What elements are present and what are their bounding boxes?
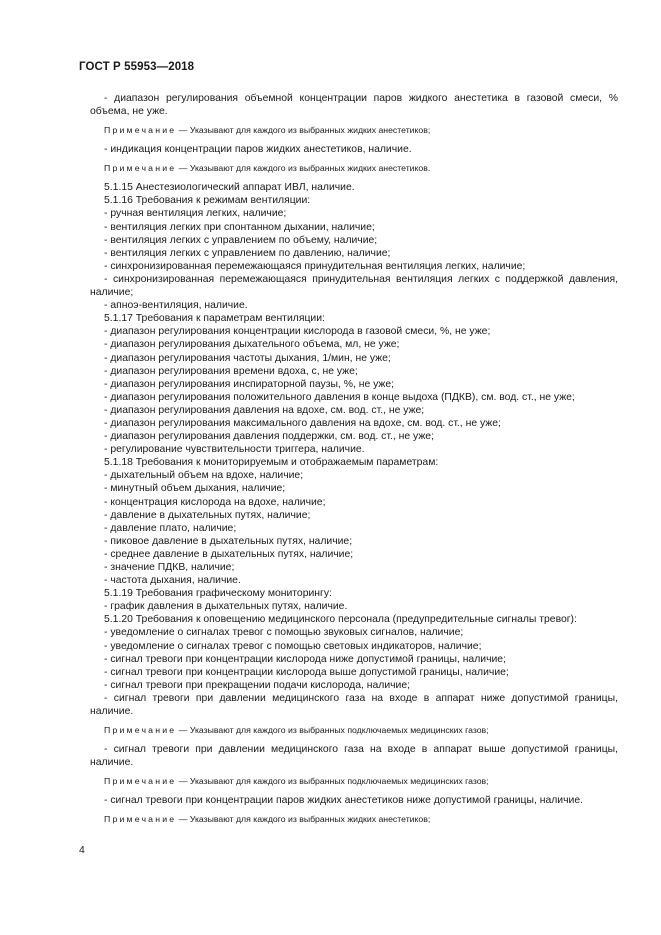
paragraph: - индикация концентрации паров жидких анестетиков, наличие. xyxy=(104,144,412,156)
paragraph: - вентиляция легких с управлением по объему, наличие; xyxy=(104,234,378,246)
paragraph: - диапазон регулирования концентрации кислорода в газовой смеси, %, не уже; xyxy=(104,326,491,338)
note-label: Примечание xyxy=(104,776,177,787)
paragraph: - диапазон регулирования инспираторной паузы, %, не уже; xyxy=(104,378,395,390)
paragraph: - сигнал тревоги при давлении медицинского газа на входе в аппарат ниже допустимой границы, наличие. xyxy=(90,692,618,718)
paragraph: - уведомление о сигналах тревог с помощью световых индикаторов, наличие; xyxy=(104,640,482,652)
paragraph: - диапазон регулирования положительного давления в конце выдоха (ПДКВ), см. вод. ст., не уже; xyxy=(104,391,575,403)
paragraph: - ручная вентиляция легких, наличие; xyxy=(104,208,287,220)
paragraph: - сигнал тревоги при концентрации кислорода ниже допустимой границы, наличие; xyxy=(104,653,506,665)
note xyxy=(90,813,618,825)
paragraph: - график давления в дыхательных путях, наличие. xyxy=(104,601,348,613)
paragraph: 5.1.18 Требования к мониторируемым и отображаемым параметрам: xyxy=(104,457,439,469)
note-dash: — xyxy=(176,725,190,736)
paragraph: - диапазон регулирования давления на вдохе, см. вод. ст., не уже; xyxy=(104,404,425,416)
paragraph: - диапазон регулирования давления поддержки, см. вод. ст., не уже; xyxy=(104,431,434,443)
paragraph: - вентиляция легких с управлением по давлению, наличие; xyxy=(104,247,391,259)
paragraph: - давление в дыхательных путях, наличие; xyxy=(104,509,311,521)
paragraph: 5.1.17 Требования к параметрам вентиляции: xyxy=(104,313,325,325)
note xyxy=(90,124,618,136)
note-text: Указывают для каждого из выбранных жидких анестетиков; xyxy=(189,125,431,136)
paragraph: - регулирование чувствительности триггера, наличие. xyxy=(104,444,365,456)
paragraph: - значение ПДКВ, наличие; xyxy=(104,562,235,573)
paragraph: - сигнал тревоги при концентрации паров жидких анестетиков ниже допустимой границы, наличие. xyxy=(104,795,583,807)
paragraph: - уведомление о сигналах тревог с помощью звуковых сигналов, наличие; xyxy=(104,627,464,639)
paragraph: - давление плато, наличие; xyxy=(104,522,237,534)
paragraph: - сигнал тревоги при прекращении подачи кислорода, наличие; xyxy=(104,679,411,691)
paragraph: - синхронизированная перемежающаяся принудительная вентиляция легких, наличие; xyxy=(104,260,526,272)
note-text: Указывают для каждого из выбранных жидких анестетиков; xyxy=(189,814,431,825)
paragraph: - концентрация кислорода на вдохе, наличие; xyxy=(104,496,326,508)
note xyxy=(90,162,618,174)
paragraph: 5.1.20 Требования к оповещению медицинского персонала (предупредительные сигналы тревог): xyxy=(104,614,577,626)
paragraph: - диапазон регулирования дыхательного объема, мл, не уже; xyxy=(104,339,400,351)
document-header: ГОСТ Р 55953—2018 xyxy=(79,61,195,73)
paragraph: - апноэ-вентиляция, наличие. xyxy=(104,300,248,312)
note-text: Указывают для каждого из выбранных подключаемых медицинских газов; xyxy=(189,776,489,787)
paragraph: 5.1.15 Анестезиологический аппарат ИВЛ, наличие. xyxy=(104,182,355,194)
paragraph: 5.1.16 Требования к режимам вентиляции: xyxy=(104,195,311,207)
paragraph: - диапазон регулирования частоты дыхания, 1/мин, не уже; xyxy=(104,352,391,364)
note-label: Примечание xyxy=(104,725,177,736)
note-dash: — xyxy=(176,125,190,136)
paragraph: - пиковое давление в дыхательных путях, наличие; xyxy=(104,535,353,547)
paragraph: - диапазон регулирования объемной концентрации паров жидкого анестетика в газовой смеси, % объема, не уже. xyxy=(90,93,618,118)
paragraph: - диапазон регулирования максимального давления на вдохе, см. вод. ст., не уже; xyxy=(104,417,501,429)
paragraph: - синхронизированная перемежающаяся принудительная вентиляция легких с поддержкой давления, наличие; xyxy=(90,273,618,299)
page-number: 4 xyxy=(79,845,85,856)
note-text: Указывают для каждого из выбранных подключаемых медицинских газов; xyxy=(189,725,489,736)
paragraph: - среднее давление в дыхательных путях, наличие; xyxy=(104,548,354,560)
note-dash: — xyxy=(176,163,190,174)
document-body xyxy=(90,92,618,832)
note-label: Примечание xyxy=(104,163,177,174)
note-dash: — xyxy=(176,814,190,825)
paragraph: - сигнал тревоги при концентрации кислорода выше допустимой границы, наличие; xyxy=(104,666,509,678)
paragraph: - диапазон регулирования времени вдоха, с, не уже; xyxy=(104,365,358,377)
paragraph: - минутный объем дыхания, наличие; xyxy=(104,483,286,495)
note-label: Примечание xyxy=(104,125,177,136)
paragraph: - сигнал тревоги при давлении медицинского газа на входе в аппарат выше допустимой границы, наличие. xyxy=(90,744,618,769)
note-dash: — xyxy=(176,776,190,787)
paragraph: - дыхательный объем на вдохе, наличие; xyxy=(104,470,304,482)
note xyxy=(90,775,618,787)
note xyxy=(90,724,618,736)
note-text: Указывают для каждого из выбранных жидких анестетиков. xyxy=(189,163,431,174)
note-label: Примечание xyxy=(104,814,177,825)
paragraph: - вентиляция легких при спонтанном дыхании, наличие; xyxy=(104,221,375,233)
paragraph: 5.1.19 Требования графическому мониторингу: xyxy=(104,588,332,600)
paragraph: - частота дыхания, наличие. xyxy=(104,575,241,587)
